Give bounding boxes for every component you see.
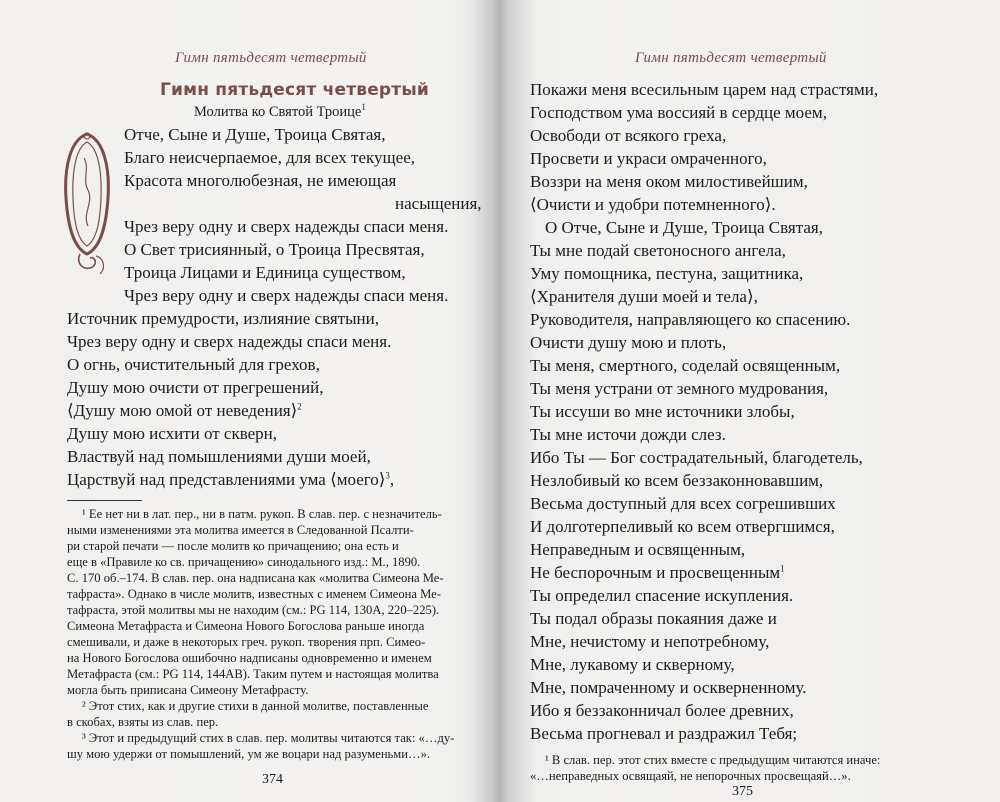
verse-line: Душу мою очисти от прегрешений, [67, 378, 324, 397]
footnote-line: Симеона Метафраста и Симеона Нового Богослова раньше иногда [67, 619, 425, 633]
verse-line: Господством ума воссияй в сердце моем, [530, 103, 827, 122]
verse-line: Красота многолюбезная, не имеющая [124, 171, 397, 190]
verse-line: ⟨Хранителя души моей и тела⟩, [530, 287, 758, 306]
footnote-line: тафраста». Однако в числе молитв, известных с именем Симеона Ме- [67, 587, 441, 601]
verse-line: Мне, нечистому и непотребному, [530, 632, 770, 651]
verse-line: Ты мне подай светоносного ангела, [530, 241, 786, 260]
verse-line: Чрез веру одну и сверх надежды спаси меня. [124, 286, 449, 305]
verse-line: Весьма прогневал и раздражил Тебя; [530, 724, 798, 743]
page-number: 375 [732, 784, 753, 799]
verse-line: Мне, помраченному и оскверненному. [530, 678, 807, 697]
footnote-line: С. 170 об.–174. В слав. пер. она надписана как «молитва Симеона Ме- [67, 571, 444, 585]
footnote-line: «…неправедных освящаяй, не непорочных просвещаяй…». [530, 769, 851, 783]
verse-line: Ты меня, смертного, соделай освященным, [530, 356, 841, 375]
verse-line: Ты иссуши во мне источники злобы, [530, 402, 795, 421]
verse-line: О Отче, Сыне и Душе, Троица Святая, [545, 218, 824, 237]
right-running-head: Гимн пятьдесят четвертый [635, 50, 827, 66]
verse-line: Руководителя, направляющего ко спасению. [530, 310, 851, 329]
footnote-line: ¹ В слав. пер. этот стих вместе с предыдущим читаются иначе: [545, 753, 881, 767]
verse-line: Весьма доступный для всех согрешивших [530, 494, 836, 513]
footnote-line: в скобах, взяты из слав. пер. [67, 715, 219, 729]
footnote-line: шу мою удержи от помышлений, ум же воцари над разуменьми…». [67, 747, 431, 761]
footnote-line: еще в «Правиле ко св. причащению» синодального изд.: М., 1890. [67, 555, 421, 569]
verse-line: Отче, Сыне и Душе, Троица Святая, [124, 125, 386, 144]
hymn-subtitle: Молитва ко Святой Троице$^1$ [194, 102, 366, 120]
verse-line: И долготерпеливый ко всем отвергшимся, [530, 517, 835, 536]
verse-line: Троица Лицами и Единица существом, [124, 263, 406, 282]
verse-line: Воззри на меня оком милостивейшим, [530, 172, 808, 191]
footnote-line: ³ Этот и предыдущий стих в слав. пер. молитвы читаются так: «…ду- [82, 731, 455, 745]
verse-line: О Свет трисиянный, о Троица Пресвятая, [124, 240, 425, 259]
page-number: 374 [262, 772, 283, 787]
footnote-line: ными изменениями эта молитва имеется в Следованной Псалти- [67, 523, 414, 537]
verse-line: ⟨Душу мою омой от неведения⟩$^2$ [67, 401, 302, 420]
footnote-line: на Нового Богослова ошибочно надписаны одновременно и именем [67, 651, 432, 665]
verse-line: Властвуй над помышлениями души моей, [67, 447, 371, 466]
footnote-line: ¹ Ее нет ни в лат. пер., ни в патм. рукоп. В слав. пер. с незначитель- [82, 507, 442, 521]
verse-line: Мне, лукавому и скверному, [530, 655, 735, 674]
footnote-line: ² Этот стих, как и другие стихи в данной молитве, поставленные [82, 699, 429, 713]
verse-line: Ты подал образы покаяния даже и [530, 609, 777, 628]
hymn-title: Гимн пятьдесят четвертый [160, 80, 430, 100]
verse-line: Не беспорочным и просвещенным$^1$ [530, 563, 785, 582]
verse-line: Царствуй над представлениями ума ⟨моего⟩$^3$, [67, 470, 395, 489]
verse-line: Освободи от всякого греха, [530, 126, 727, 145]
footnote-line: ри старой печати — после молитв ко причащению; она есть и [67, 539, 399, 553]
verse-line: Покажи меня всесильным царем над страстями, [530, 80, 879, 99]
footnote-rule [67, 500, 142, 501]
verse-line: Благо неисчерпаемое, для всех текущее, [124, 148, 415, 167]
verse-line: Ибо Ты — Бог сострадательный, благодетель, [530, 448, 863, 467]
footnote-line: смешивали, и даже в некоторых греч. рукоп. творения прп. Симео- [67, 635, 426, 649]
verse-line: Уму помощника, пестуна, защитника, [530, 264, 804, 283]
verse-line: Ты мне источи дожди слез. [530, 425, 726, 444]
verse-line: Душу мою исхити от скверн, [67, 424, 278, 443]
verse-line: ⟨Очисти и удобри потемненного⟩. [530, 195, 776, 214]
verse-line: Ты меня устрани от земного мудрования, [530, 379, 829, 398]
verse-line: Чрез веру одну и сверх надежды спаси меня. [124, 217, 449, 236]
footnote-line: тафраста, этой молитвы мы не находим (см.: PG 114, 130A, 220–225). [67, 603, 440, 617]
ornamental-dropcap-icon [60, 128, 114, 278]
verse-line: Ибо я беззаконничал более древних, [530, 701, 794, 720]
verse-line: Ты определил спасение искупления. [530, 586, 794, 605]
verse-line: насыщения, [395, 194, 482, 213]
footnote-line: могла быть приписана Симеону Метафрасту. [67, 683, 309, 697]
verse-line: Очисти душу мою и плоть, [530, 333, 727, 352]
verse-line: Неправедным и освященным, [530, 540, 746, 559]
verse-line: О огнь, очистительный для грехов, [67, 355, 320, 374]
verse-line: Чрез веру одну и сверх надежды спаси меня. [67, 332, 392, 351]
verse-line: Просвети и украси омраченного, [530, 149, 767, 168]
verse-line: Незлобивый ко всем беззаконновавшим, [530, 471, 824, 490]
verse-line: Источник премудрости, излияние святыни, [67, 309, 379, 328]
left-running-head: Гимн пятьдесят четвертый [175, 50, 367, 66]
footnote-line: Метафраста (см.: PG 114, 144AB). Таким путем и настоящая молитва [67, 667, 439, 681]
right-page [500, 0, 1000, 802]
